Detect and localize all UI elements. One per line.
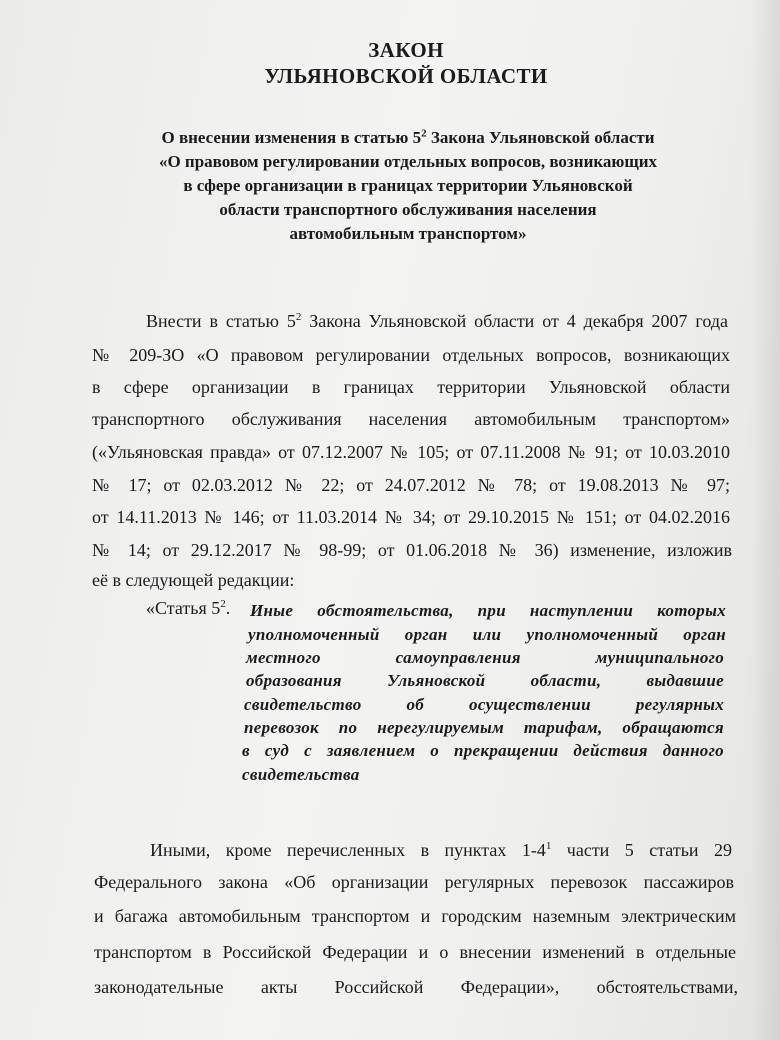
heading-line4: области транспортного обслуживания населения — [219, 200, 597, 219]
para2-line: и багажа автомобильным транспортом и городским наземным электрическим — [94, 906, 736, 926]
body-line: в сфере организации в границах территории Ульяновской области — [92, 377, 730, 397]
body-line: Внести в статью $5^2$ Закона Ульяновской области от 4 декабря 2007 года — [146, 311, 728, 331]
article-line: в суд с заявлением о прекращении действия данного — [242, 741, 724, 760]
page-edge-shadow — [750, 0, 780, 1040]
heading-line1: О внесении изменения в статью $5^2$ Закона Ульяновской области — [161, 127, 655, 147]
heading-line5: автомобильным транспортом» — [289, 224, 527, 243]
law-title-line1: ЗАКОН — [368, 38, 444, 62]
article-line: перевозок по нерегулируемым тарифам, обращаются — [244, 718, 724, 737]
article-line: Иные обстоятельства, при наступлении которых — [250, 601, 726, 620]
para2-line: транспортом в Российской Федерации и о внесении изменений в отдельные — [94, 942, 736, 962]
para2-line: Иными, кроме перечисленных в пунктах $1-4^1$ части 5 статьи 29 — [150, 840, 732, 860]
article-label: «Статья $5^2$. — [146, 598, 231, 618]
para2-line: законодательные акты Российской Федерации», обстоятельствами, — [94, 977, 738, 997]
body-line: транспортного обслуживания населения автомобильным транспортом» — [92, 409, 730, 429]
body-line: её в следующей редакции: — [92, 570, 295, 590]
article-line: уполномоченный орган или уполномоченный орган — [248, 625, 726, 644]
heading-line3: в сфере организации в границах территории Ульяновской — [183, 176, 633, 195]
article-line: образования Ульяновской области, выдавшие — [246, 671, 724, 690]
body-line: от 14.11.2013 № 146; от 11.03.2014 № 34; от 29.10.2015 № 151; от 04.02.2016 — [92, 507, 730, 527]
body-line: № 209-ЗО «О правовом регулировании отдельных вопросов, возникающих — [92, 345, 730, 365]
article-line: свидетельства — [242, 765, 360, 784]
law-title-line2: УЛЬЯНОВСКОЙ ОБЛАСТИ — [264, 64, 548, 88]
para2-line: Федерального закона «Об организации регулярных перевозок пассажиров — [94, 872, 734, 892]
heading-line2: «О правовом регулировании отдельных вопросов, возникающих — [158, 152, 658, 171]
body-line: («Ульяновская правда» от 07.12.2007 № 105; от 07.11.2008 № 91; от 10.03.2010 — [92, 442, 730, 462]
article-line: местного самоуправления муниципального — [246, 648, 724, 667]
article-line: свидетельство об осуществлении регулярных — [244, 695, 724, 714]
body-line: № 17; от 02.03.2012 № 22; от 24.07.2012 № 78; от 19.08.2013 № 97; — [92, 475, 730, 495]
body-line: № 14; от 29.12.2017 № 98-99; от 01.06.2018 № 36) изменение, изложив — [92, 540, 732, 560]
